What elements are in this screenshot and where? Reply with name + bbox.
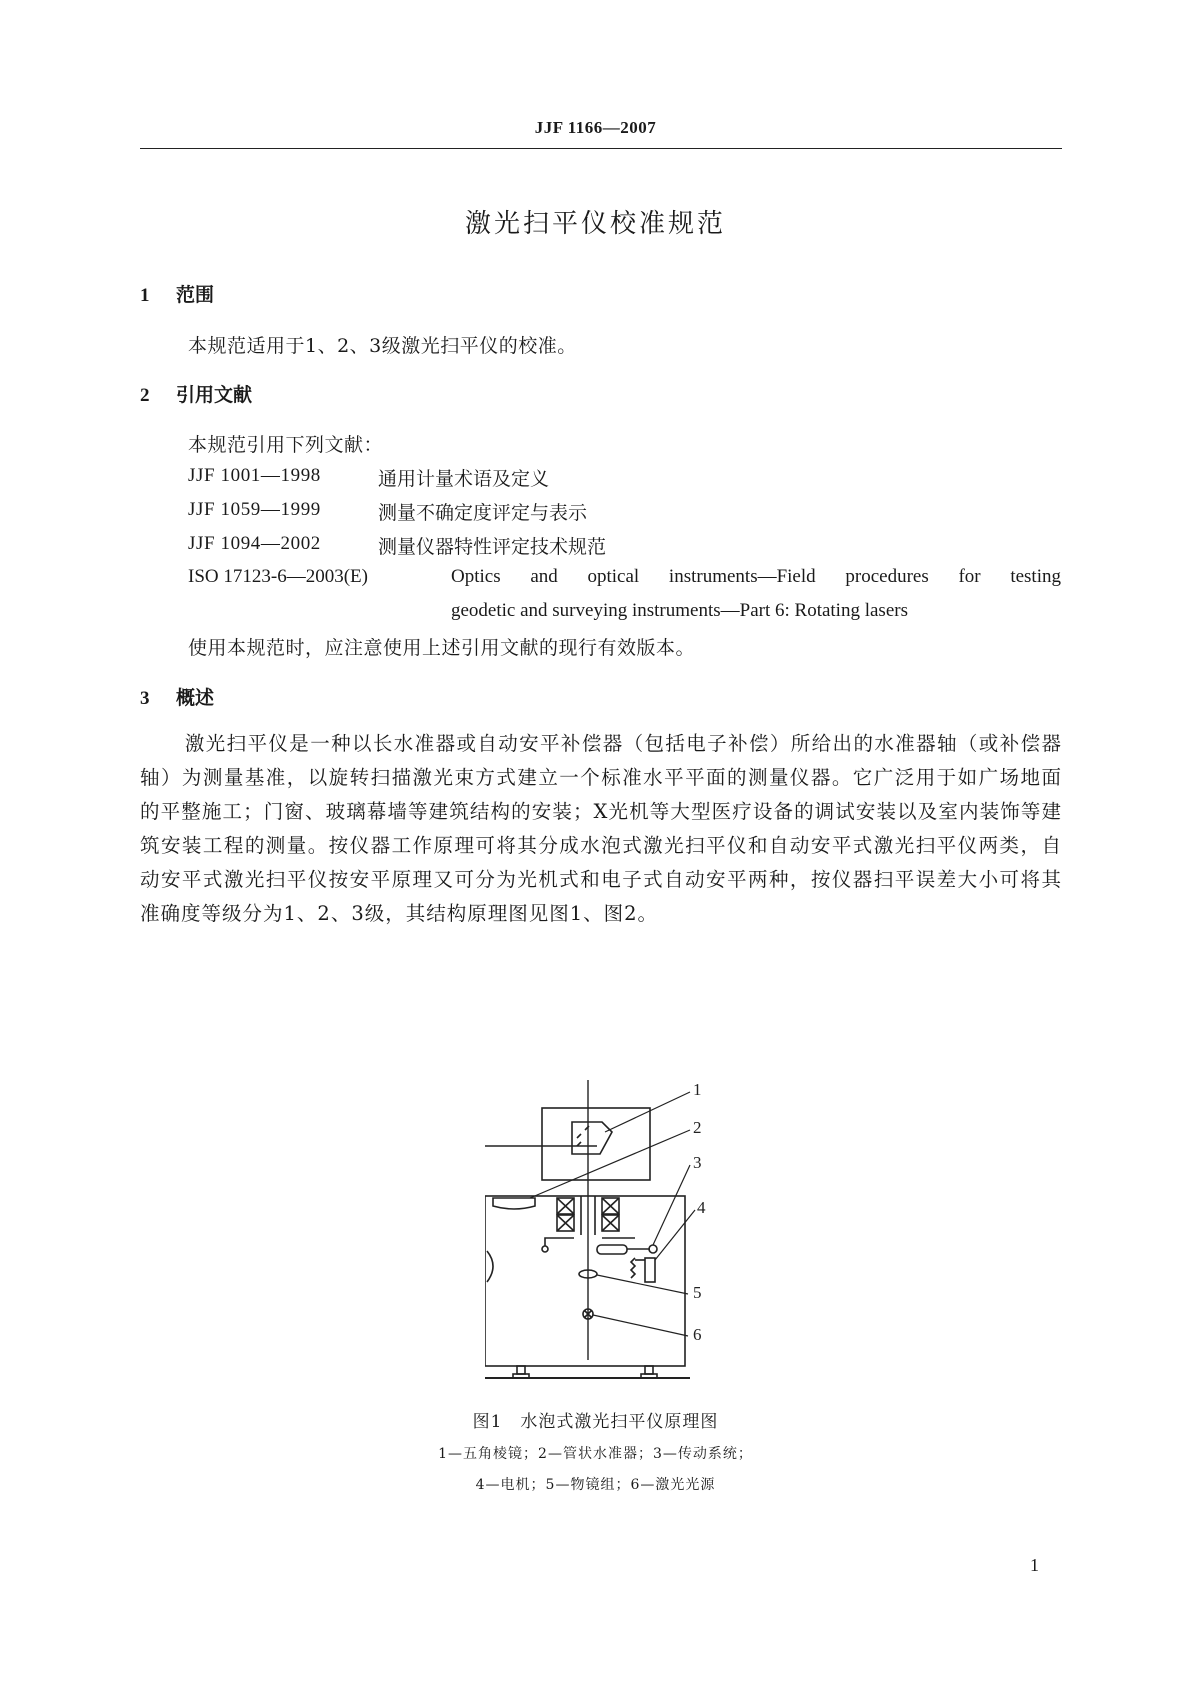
bearing-cross — [602, 1198, 619, 1214]
bearing-cross — [557, 1215, 574, 1231]
reference-code: JJF 1001—1998 — [188, 465, 321, 486]
section-number: 2 — [140, 385, 150, 406]
reference-name: 测量仪器特性评定技术规范 — [378, 536, 607, 558]
reference-item — [188, 532, 607, 558]
leader-line-4 — [655, 1210, 695, 1260]
callout-6: 6 — [693, 1325, 702, 1344]
leader-line-6 — [593, 1315, 688, 1336]
section-title: 范围 — [176, 284, 215, 306]
section-heading-scope — [140, 280, 214, 307]
figure-caption: 图1 水泡式激光扫平仪原理图 — [472, 1412, 719, 1432]
section-heading-references — [140, 380, 252, 407]
motor-icon — [645, 1258, 655, 1282]
transmission-pulley — [649, 1245, 657, 1253]
overview-paragraph — [140, 727, 1062, 931]
callout-4: 4 — [697, 1198, 706, 1217]
reference-code: JJF 1059—1999 — [188, 499, 321, 520]
bearing-cross — [602, 1215, 619, 1231]
scope-text: 本规范适用于1、2、3级激光扫平仪的校准。 — [188, 335, 577, 357]
reference-name: 通用计量术语及定义 — [378, 468, 550, 490]
figure-legend-line2: 4—电机；5—物镜组；6—激光光源 — [475, 1477, 716, 1493]
drive-shaft-left — [545, 1238, 574, 1246]
reference-code: JJF 1094—2002 — [188, 533, 321, 554]
foot-screw-right — [641, 1374, 657, 1378]
page-title: 激光扫平仪校准规范 — [464, 209, 726, 239]
foot-screw-right — [645, 1366, 653, 1374]
prism-hatch — [577, 1134, 581, 1138]
header-rule — [140, 148, 1062, 149]
callout-2: 2 — [693, 1118, 702, 1137]
section-title: 概述 — [176, 687, 215, 709]
reference-item — [188, 498, 588, 524]
reference-item — [188, 464, 550, 490]
foot-screw-left — [513, 1374, 529, 1378]
document-code-header: JJF 1166—2007 — [534, 118, 657, 137]
iso-reference-title-line2: geodetic and surveying instruments—Part 6: Rotating lasers — [451, 600, 908, 621]
bearing-cross — [557, 1198, 574, 1214]
iso-reference-title-line1: Optics and optical instruments—Field procedures for testing — [451, 566, 1061, 587]
tube-level — [493, 1198, 535, 1209]
section-number: 1 — [140, 285, 150, 306]
side-window — [487, 1251, 493, 1282]
page-number: 1 — [1030, 1555, 1039, 1575]
references-note: 使用本规范时，应注意使用上述引用文献的现行有效版本。 — [188, 637, 696, 659]
shaft-end — [542, 1246, 548, 1252]
leader-line-1 — [605, 1092, 690, 1132]
callout-5: 5 — [693, 1283, 702, 1302]
section-heading-overview — [140, 683, 214, 710]
motor-spring — [631, 1258, 635, 1278]
transmission-roller — [597, 1245, 627, 1254]
iso-reference-code: ISO 17123-6—2003(E) — [188, 566, 368, 587]
callout-3: 3 — [693, 1153, 702, 1172]
foot-screw-left — [517, 1366, 525, 1374]
figure-legend-line1: 1—五角棱镜；2—管状水准器；3—传动系统； — [438, 1446, 753, 1462]
figure-bubble-laser-level-diagram — [485, 1080, 745, 1402]
leader-line-2 — [530, 1130, 690, 1198]
section-number: 3 — [140, 688, 150, 709]
leader-line-5 — [597, 1275, 688, 1294]
overview-text: 激光扫平仪是一种以长水准器或自动安平补偿器（包括电子补偿）所给出的水准器轴（或补偿器轴）为测量基准，以旋转扫描激光束方式建立一个标准水平平面的测量仪器。它广泛用于如广场地面的平整施工；门窗、玻璃幕墙等建筑结构的安装；X光机等大型医疗设备的调试安装以及室内装饰等建筑安装工程的测量。按仪器工作原理可将其分成水泡式激光扫平仪和自动安平式激光扫平仪两类，自动安平式激光扫平仪按安平原理又可分为光机式和电子式自动安平两种，按仪器扫平误差大小可将其准确度等级分为1、2、3级，其结构原理图见图1、图2。 — [140, 732, 1062, 925]
section-title: 引用文献 — [176, 384, 253, 406]
reference-name: 测量不确定度评定与表示 — [378, 502, 588, 524]
callout-1: 1 — [693, 1080, 702, 1099]
references-intro: 本规范引用下列文献： — [188, 434, 384, 456]
